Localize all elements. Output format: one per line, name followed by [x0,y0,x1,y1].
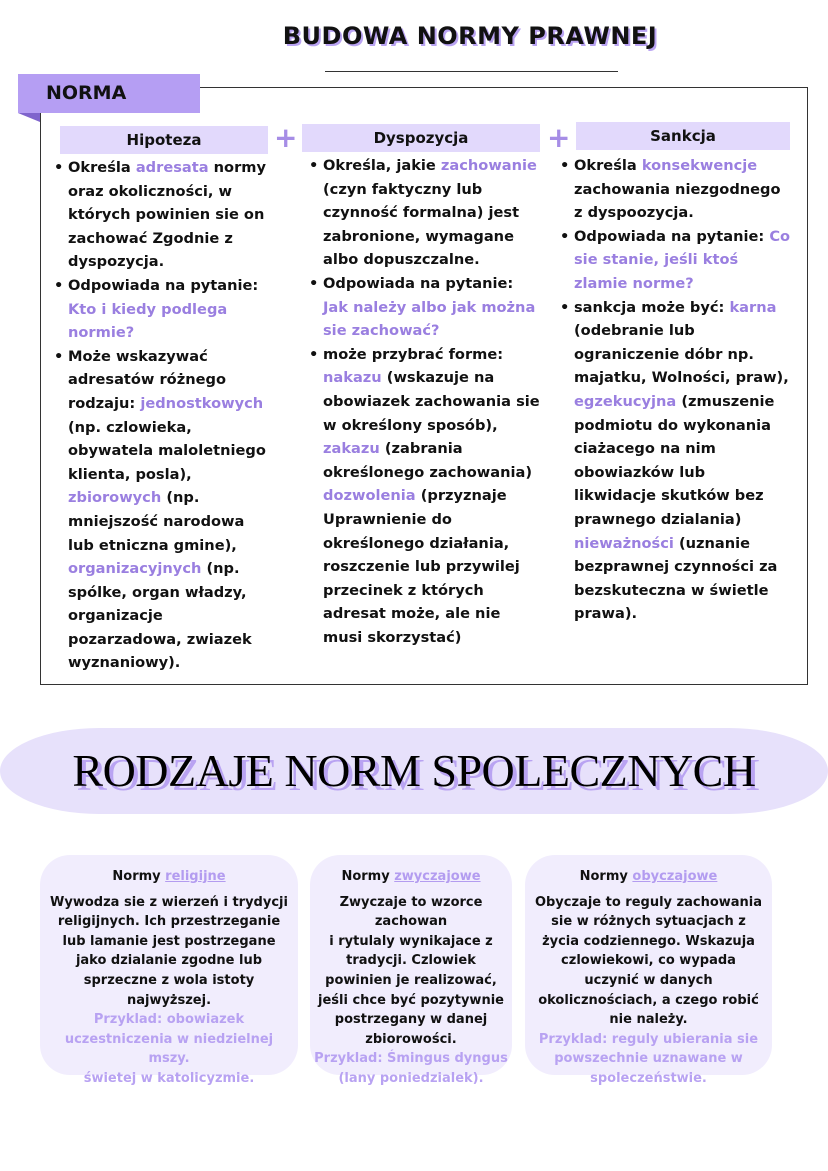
norma-tab: NORMA [18,74,200,113]
bullet-item [323,154,543,272]
card-title [48,867,290,887]
card-body-continued: i rytulaly wynikajace z tradycji. Czlowiek powinien je realizować, jeśli chce być pozytywnie postrzegany w danej zbiorowości. [318,933,504,1047]
bullet-item [574,154,792,225]
plus-icon: + [274,121,298,154]
bullet-text: zachowania niezgodnego z dyspoozycja. [574,180,781,222]
card-body: Obyczaje to reguly zachowania sie w różnych sytuacjach z życia codziennego. Wskazuja czlowiekowi, co wypada uczynić w danych okolicznościach, a czego robić nie należy. [534,894,763,1028]
card-body: Wywodza sie z wierzeń i trydycji religijnych. Ich przestrzeganie lub lamanie jest postrzegane jako dzialanie zgodne lub sprzeczne z wola istoty najwyższej. [50,894,288,1008]
highlighted-term: zachowanie [440,157,537,174]
bullet-item [574,296,792,626]
highlighted-term: nakazu [323,369,382,387]
highlighted-term: Jak należy albo jak można sie zachować? [323,298,536,340]
bullet-list [52,156,270,675]
bullet-text: Odpowiada na pytanie: [68,276,259,294]
bullet-text: (zabrania określonego zachowania) [323,440,533,481]
card-title-prefix: Normy [579,869,633,884]
section-title: RODZAJE NORM SPOLECZNYCH [72,745,756,796]
card-title [533,867,764,887]
card-example: Przyklad: Śmingus dyngus (lany poniedzialek). [314,1051,508,1086]
bullet-item [68,274,270,345]
bullet-text: sankcja może być: [574,298,730,316]
header-dyspozycja: Dyspozycja [302,124,540,152]
bullet-text: (np. mniejszość narodowa lub etniczna gmine), [68,489,245,554]
bullet-text: (zmuszenie podmiotu do wykonania ciażacego na nim obowiazków lub likwidacje skutków bez prawnego dzialania) [574,392,775,528]
bullet-text: może przybrać forme: [323,345,504,363]
bullet-item [574,225,792,296]
bullet-item [68,345,270,675]
bullet-text: Określa, jakie [323,157,441,174]
card-type-link[interactable]: religijne [165,869,226,884]
card-obyczajowe [525,855,772,1086]
bullet-text: Odpowiada na pytanie: [323,274,514,292]
bullet-text: (uznanie bezprawnej czynności za bezskuteczna w świetle prawa). [574,534,778,623]
column-hipoteza [52,156,270,675]
card-title [314,867,508,887]
card-example: Przyklad: obowiazek uczestniczenia w niedzielnej mszy. [64,1012,274,1067]
highlighted-term: dozwolenia [323,487,416,505]
bullet-item [323,343,543,650]
bullet-text: (odebranie lub ograniczenie dóbr np. majatku, Wolności, praw), [574,322,789,387]
highlighted-term: egzekucyjna [574,392,677,410]
plus-icon: + [547,121,571,154]
bullet-list [307,154,543,649]
card-title-prefix: Normy [112,869,166,884]
bullet-text: (np. czlowieka, obywatela maloletniego klienta, posla), [68,418,266,483]
highlighted-term: jednostkowych [140,394,264,412]
bullet-text: normy oraz okoliczności, w których powinien sie on zachować Zgodnie z dyspozycja. [68,159,266,271]
card-example: Przyklad: reguly ubierania sie powszechnie uznawane w spoleczeństwie. [538,1031,759,1086]
highlighted-term: Kto i kiedy podlega normie? [68,300,228,342]
highlighted-term: zakazu [323,440,380,458]
bullet-text: Może wskazywać adresatów różnego rodzaju: [68,347,226,412]
card-body: Zwyczaje to wzorce zachowan [339,894,483,930]
bullet-text: Odpowiada na pytanie: [574,227,770,245]
highlighted-term: konsekwencje [641,157,758,174]
bullet-text: (np. spólke, organ władzy, organizacje pozarzadowa, zwiazek wyznaniowy). [68,560,252,672]
header-sankcja: Sankcja [576,122,790,150]
tab-fold-decoration [18,113,40,122]
card-title-prefix: Normy [341,869,395,884]
bullet-text: Określa [574,157,642,174]
bullet-text: (wskazuje na obowiazek zachowania sie w określony sposób), [323,369,540,434]
bullet-text: (przyznaje Uprawnienie do określonego działania, roszczenie lub przywilej przecinek z których adresat może, ale nie musi skorzystać) [323,487,520,646]
header-hipoteza: Hipoteza [60,126,268,154]
column-dyspozycja [307,154,543,649]
card-zwyczajowe [310,855,512,1086]
card-type-link[interactable]: obyczajowe [632,869,718,884]
card-type-link[interactable]: zwyczajowe [394,869,481,884]
bullet-list [558,154,792,626]
title-divider [325,71,618,72]
highlighted-term: adresata [135,159,209,176]
column-sankcja [558,154,792,626]
card-religijne [40,855,298,1086]
highlighted-term: Co sie stanie, jeśli ktoś zlamie norme? [574,227,791,292]
highlighted-term: zbiorowych [68,489,162,507]
page-title: BUDOWA NORMY PRAWNEJ [282,22,658,50]
bullet-item [68,156,270,274]
bullet-text: (czyn faktyczny lub czynność formalna) jest zabronione, wymagane albo dopuszczalne. [323,180,520,269]
bullet-item [323,272,543,343]
highlighted-term: karna [729,298,777,316]
highlighted-term: nieważności [574,534,674,552]
card-example-continued: świetej w katolicyzmie. [83,1070,255,1086]
bullet-text: Określa [68,159,136,176]
highlighted-term: organizacyjnych [68,560,202,578]
